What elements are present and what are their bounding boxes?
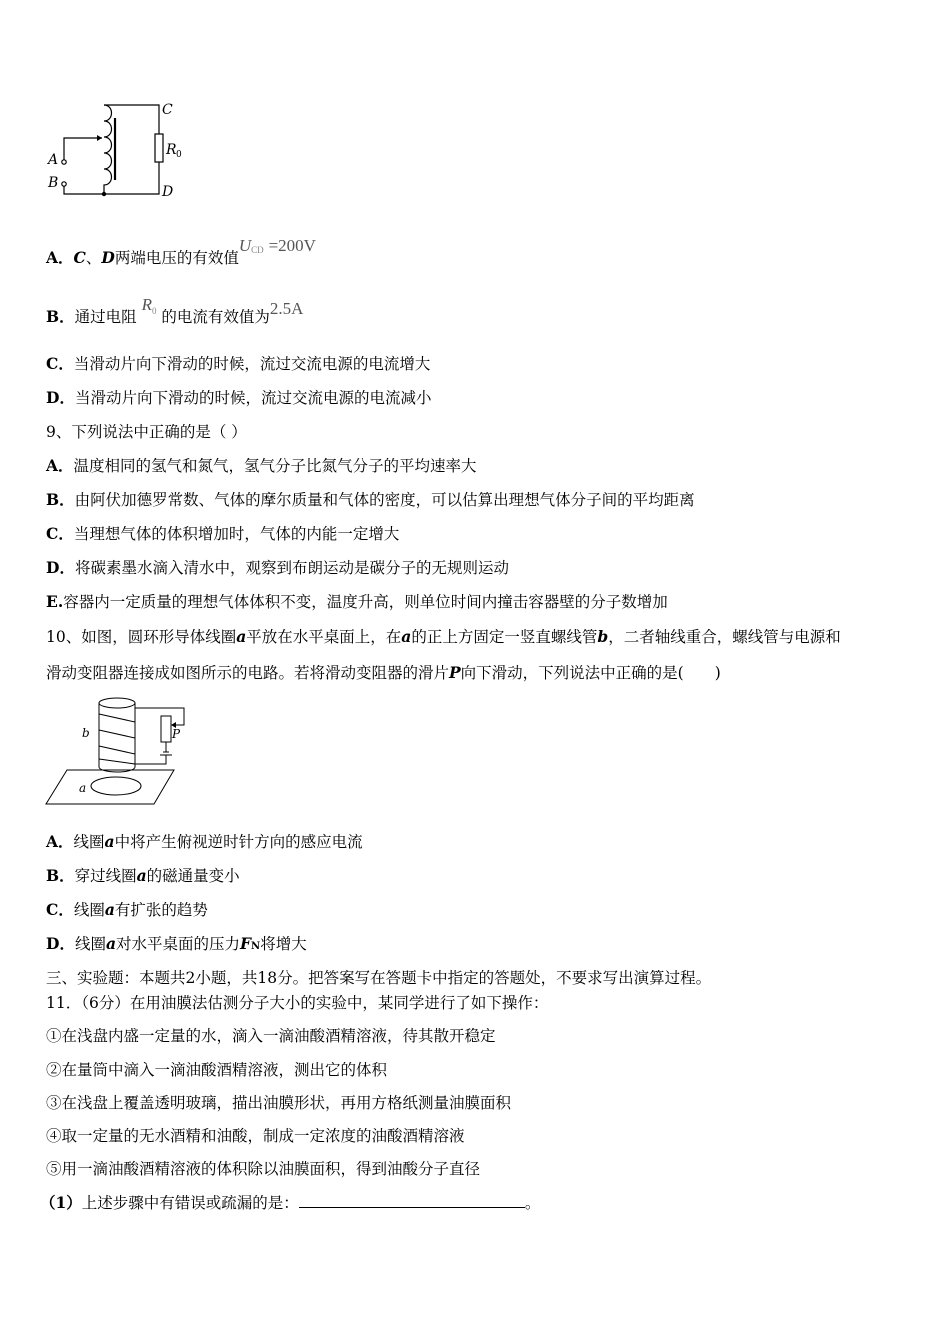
q11-step-5: ⑤用一滴油酸酒精溶液的体积除以油膜面积，得到油酸分子直径 — [46, 1160, 481, 1178]
section-3-heading: 三、实验题：本题共2小题，共18分。把答案写在答题卡中指定的答题处，不要求写出演算过程。 — [46, 969, 712, 987]
q9-option-e: E.容器内一定质量的理想气体体积不变，温度升高，则单位时间内撞击容器壁的分子数增加 — [46, 592, 668, 611]
solenoid-coil-figure — [44, 692, 194, 808]
q9-stem: 9、下列说法中正确的是（ ） — [46, 423, 247, 441]
q11-step-2: ②在量筒中滴入一滴油酸酒精溶液，测出它的体积 — [46, 1061, 388, 1079]
q10-option-c: C．线圈a有扩张的趋势 — [46, 900, 208, 919]
q9-option-a: A．温度相同的氢气和氮气，氢气分子比氮气分子的平均速率大 — [46, 456, 477, 475]
q10-option-d: D．线圈a对水平桌面的压力FN将增大 — [46, 934, 307, 953]
label-c: C — [162, 102, 173, 118]
q11-stem: 11．（6分）在用油膜法估测分子大小的实验中，某同学进行了如下操作： — [46, 994, 549, 1012]
q9-option-b: B．由阿伏加德罗常数、气体的摩尔质量和气体的密度，可以估算出理想气体分子间的平均距离 — [46, 490, 695, 509]
q11-step-3: ③在浅盘上覆盖透明玻璃，描出油膜形状，再用方格纸测量油膜面积 — [46, 1094, 512, 1112]
q8-option-a: A．C、D两端电压的有效值$U^{CD} =200V$ — [46, 236, 316, 267]
label-r: R — [166, 142, 177, 158]
q11-step-1: ①在浅盘内盛一定量的水，滴入一滴油酸酒精溶液，待其散开稳定 — [46, 1027, 496, 1045]
label-b: b — [82, 726, 90, 740]
q10-stem-line2: 滑动变阻器连接成如图所示的电路。若将滑动变阻器的滑片P向下滑动，下列说法中正确的是( ) — [46, 663, 721, 682]
label-a: A — [48, 152, 59, 168]
q9-option-c: C．当理想气体的体积增加时，气体的内能一定增大 — [46, 524, 400, 543]
label-p: P — [172, 727, 181, 741]
q9-option-d: D．将碳素墨水滴入清水中，观察到布朗运动是碳分子的无规则运动 — [46, 558, 509, 577]
q10-stem-line1: 10、如图，圆环形导体线圈a平放在水平桌面上，在a的正上方固定一竖直螺线管b，二者轴线重合，螺线管与电源和 — [46, 627, 841, 646]
label-b: B — [48, 175, 59, 191]
label-r-sub: 0 — [176, 150, 182, 160]
q10-option-b: B．穿过线圈a的磁通量变小 — [46, 866, 240, 885]
q11-sub1: （1）上述步骤中有错误或疏漏的是： 。 — [40, 1193, 541, 1212]
label-d: D — [162, 184, 174, 200]
transformer-circuit-figure — [44, 98, 204, 208]
q8-option-b: B．通过电阻 $R^0$ 的电流有效值为2.5A — [46, 295, 304, 326]
q8-option-c: C．当滑动片向下滑动的时候，流过交流电源的电流增大 — [46, 354, 431, 373]
label-a: a — [79, 781, 87, 795]
q10-option-a: A．线圈a中将产生俯视逆时针方向的感应电流 — [46, 832, 363, 851]
answer-blank[interactable] — [299, 1193, 525, 1208]
q11-step-4: ④取一定量的无水酒精和油酸，制成一定浓度的油酸酒精溶液 — [46, 1127, 465, 1145]
q8-option-d: D．当滑动片向下滑动的时候，流过交流电源的电流减小 — [46, 388, 432, 407]
